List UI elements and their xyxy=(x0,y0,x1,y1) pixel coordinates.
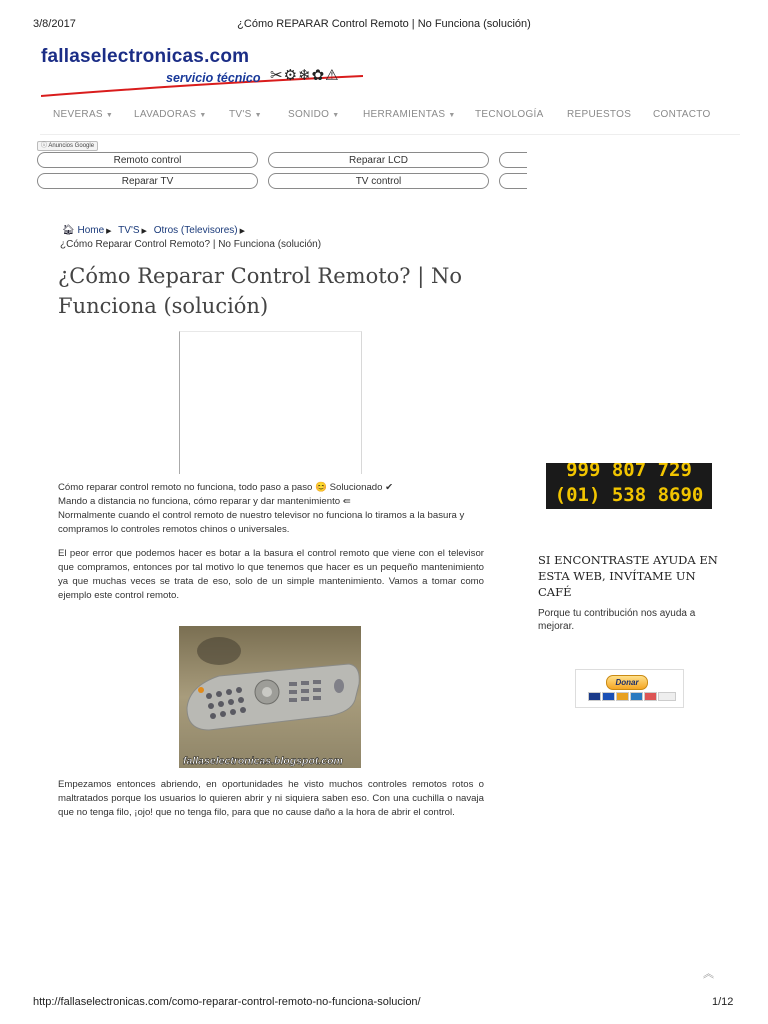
nav-item-label: TECNOLOGÍA xyxy=(475,109,544,120)
breadcrumb-otros[interactable]: Otros (Televisores) xyxy=(153,225,238,236)
print-url: http://fallaselectronicas.com/como-reparar-control-remoto-no-funciona-solucion/ xyxy=(33,996,421,1008)
chevron-down-icon: ▼ xyxy=(254,112,262,119)
nav-item-repuestos[interactable] xyxy=(567,109,631,120)
ads-badge[interactable]: ⓘ Anuncios Google xyxy=(37,141,98,151)
nav-item-label: TV'S xyxy=(229,109,252,120)
nav-item-contacto[interactable] xyxy=(653,109,711,120)
breadcrumb xyxy=(62,225,249,236)
article-paragraph-2: El peor error que podemos hacer es botar a la basura el control remoto que viene con el televisor que compramos, entonces por tal motivo lo que tenemos que hacer es un pequeño mantenimiento ya que muchas veces se trata de eso, solo de un simple mantenimiento. Vamos a tomar como ejemplo este control remoto. xyxy=(58,548,484,601)
nav-item-label: REPUESTOS xyxy=(567,109,632,120)
chevron-down-icon: ▼ xyxy=(332,112,340,119)
print-date: 3/8/2017 xyxy=(33,18,76,30)
nav-divider xyxy=(40,134,740,135)
mastercard-icon xyxy=(616,692,629,701)
intro-text xyxy=(58,481,484,537)
breadcrumb-home[interactable]: Home xyxy=(77,225,105,236)
ad-link-remoto-control[interactable]: Remoto control xyxy=(37,152,258,168)
breadcrumb-current: ¿Cómo Reparar Control Remoto? | No Funciona (solución) xyxy=(60,239,322,250)
intro-line-2: Mando a distancia no funciona, cómo reparar y dar mantenimiento ⇚ xyxy=(58,496,351,507)
video-embed[interactable] xyxy=(179,331,362,474)
phone-banner[interactable] xyxy=(546,463,712,509)
caret-right-icon: ▶ xyxy=(106,228,112,235)
phone-number-1: 999 807 729 xyxy=(566,463,692,481)
card-icon xyxy=(588,692,601,701)
intro-line-1: Cómo reparar control remoto no funciona, todo paso a paso 😊 Solucionado ✔ xyxy=(58,482,394,493)
nav-item-label: SONIDO xyxy=(288,109,330,120)
chevron-down-icon: ▼ xyxy=(448,112,456,119)
discover-icon xyxy=(644,692,657,701)
ad-link-reparar-lcd[interactable]: Reparar LCD xyxy=(268,152,489,168)
donate-button[interactable]: Donar xyxy=(606,675,648,690)
donate-widget xyxy=(575,669,684,708)
nav-item-herramientas[interactable] xyxy=(363,109,456,120)
article-paragraph-3: Empezamos entonces abriendo, en oportunidades he visto muchos controles remotos rotos o maltratados porque los usuarios lo quieren abrir y ni siquiera saben eso. Con una cuchilla o navaja que no tenga filo, ¡ojo! que no tenga filo, para que no cause daño a la hora de abrir el control. xyxy=(58,779,484,818)
tools-icon: ✂⚙❄✿⚠ xyxy=(270,67,340,84)
logo-tagline: servicio técnico xyxy=(166,71,261,85)
caret-right-icon: ▶ xyxy=(239,228,245,235)
caret-right-icon: ▶ xyxy=(141,228,147,235)
print-page-number: 1/12 xyxy=(712,996,734,1008)
nav-item-label: HERRAMIENTAS xyxy=(363,109,446,120)
nav-item-label: LAVADORAS xyxy=(134,109,197,120)
phone-number-2: (01) 538 8690 xyxy=(554,484,704,506)
double-chevron-up-icon[interactable]: ︽ xyxy=(703,968,714,980)
bank-icon xyxy=(658,692,676,701)
ad-link-reparar-tv[interactable]: Reparar TV xyxy=(37,173,258,189)
nav-item-sonido[interactable] xyxy=(288,109,339,120)
ad-link-tv-control[interactable]: TV control xyxy=(268,173,489,189)
ad-mask xyxy=(527,150,557,194)
intro-line-3: Normalmente cuando el control remoto de nuestro televisor no funciona lo tiramos a la basura y compramos lo controles remotos chinos o universales. xyxy=(58,510,465,535)
nav-item-tecnolog-a[interactable] xyxy=(475,109,544,120)
main-nav xyxy=(40,104,740,124)
nav-item-label: CONTACTO xyxy=(653,109,711,120)
support-text: Porque tu contribución nos ayuda a mejorar. xyxy=(538,608,696,632)
chevron-down-icon: ▼ xyxy=(199,112,207,119)
nav-item-neveras[interactable] xyxy=(53,109,113,120)
nav-item-lavadoras[interactable] xyxy=(134,109,207,120)
home-icon: 🏠︎ xyxy=(62,225,75,236)
page-title: ¿Cómo Reparar Control Remoto? | No Funciona (solución) xyxy=(58,264,463,318)
site-logo[interactable]: fallaselectronicas.com xyxy=(41,46,250,67)
remote-control-photo xyxy=(179,626,361,768)
support-heading: SI ENCONTRASTE AYUDA EN ESTA WEB, INVÍTAME UN CAFÉ xyxy=(538,553,718,599)
chevron-down-icon: ▼ xyxy=(105,112,114,119)
photo-watermark: fallaselectronicas.blogspot.com xyxy=(183,755,343,767)
nav-item-tv-s[interactable] xyxy=(229,109,262,120)
print-page-title: ¿Cómo REPARAR Control Remoto | No Funciona (solución) xyxy=(237,18,531,30)
visa-icon xyxy=(602,692,615,701)
breadcrumb-tvs[interactable]: TV'S xyxy=(118,225,140,236)
amex-icon xyxy=(630,692,643,701)
nav-item-label: NEVERAS xyxy=(53,109,103,120)
